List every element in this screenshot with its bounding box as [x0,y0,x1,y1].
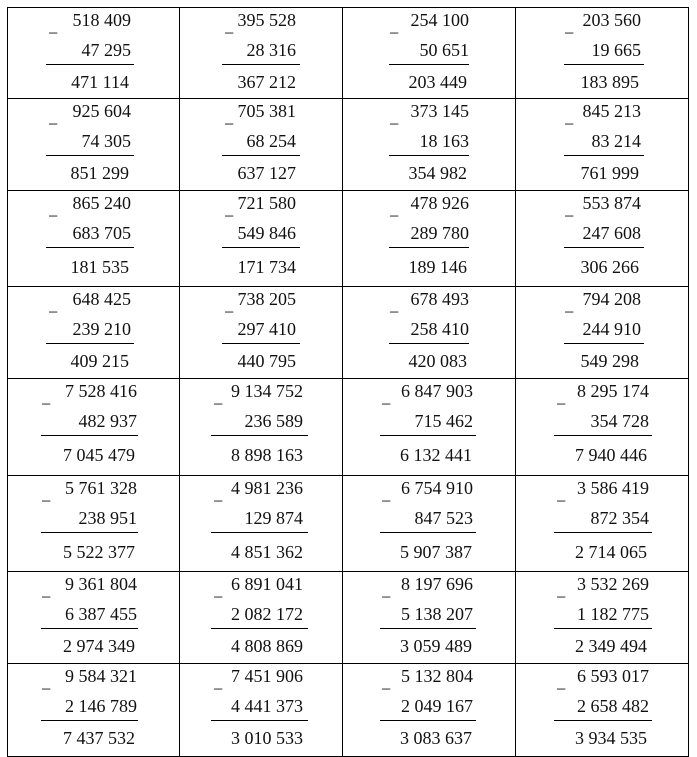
difference: 4 851 362 [231,542,303,562]
sum-line-divider [41,435,138,436]
subtraction-problem [516,8,688,98]
sum-line-divider [554,532,652,533]
subtraction-problem [343,379,515,475]
difference: 4 808 869 [231,636,303,656]
difference: 3 934 535 [575,728,647,748]
subtraction-problem [180,572,342,663]
minuend: 254 100 [410,10,469,30]
subtraction-problem-cell [8,287,180,379]
subtraction-problem-cell [516,379,689,476]
subtraction-problem-cell [180,287,343,379]
subtraction-problem [8,287,179,378]
minus-sign-icon: − [224,23,235,43]
sum-line-divider [380,435,476,436]
worksheet-row [8,191,689,287]
subtrahend: 129 874 [244,508,303,528]
difference: 189 146 [408,257,467,277]
subtraction-problem-cell [516,99,689,191]
difference: 306 266 [580,257,639,277]
subtraction-problem [516,476,688,571]
minuend: 4 981 236 [231,478,303,498]
subtrahend: 238 951 [78,508,137,528]
subtraction-problem-cell [343,476,516,572]
subtraction-problem [516,191,688,286]
subtrahend: 5 138 207 [401,604,473,624]
sum-line-divider [222,155,300,156]
difference: 7 437 532 [63,728,135,748]
minus-sign-icon: − [224,206,235,226]
difference: 8 898 163 [231,445,303,465]
minuend: 9 584 321 [65,666,137,686]
difference: 3 010 533 [231,728,303,748]
sum-line-divider [564,155,644,156]
subtrahend: 68 254 [246,131,296,151]
subtraction-problem-cell [180,664,343,757]
minus-sign-icon: − [213,679,224,699]
sum-line-divider [554,720,652,721]
minus-sign-icon: − [381,587,392,607]
difference: 3 083 637 [400,728,472,748]
subtrahend: 847 523 [414,508,473,528]
subtraction-problem [180,8,342,98]
subtrahend: 236 589 [244,411,303,431]
minuend: 8 295 174 [577,381,649,401]
subtrahend: 1 182 775 [577,604,649,624]
minuend: 373 145 [410,101,469,121]
subtrahend: 354 728 [590,411,649,431]
minuend: 7 451 906 [231,666,303,686]
minus-sign-icon: − [48,114,59,134]
subtrahend: 2 658 482 [577,696,649,716]
subtraction-problem [516,287,688,378]
difference: 6 132 441 [400,445,472,465]
subtraction-problem-cell [516,287,689,379]
subtraction-problem-cell [8,8,180,99]
subtraction-problem-cell [516,664,689,757]
minuend: 865 240 [72,193,131,213]
sum-line-divider [46,64,134,65]
sum-line-divider [222,343,300,344]
subtraction-problem-cell [343,664,516,757]
worksheet-row [8,572,689,664]
subtraction-worksheet-table [7,7,689,757]
difference: 181 535 [70,257,129,277]
subtraction-problem-cell [343,99,516,191]
minus-sign-icon: − [564,23,575,43]
minuend: 6 847 903 [401,381,473,401]
minuend: 738 205 [237,289,296,309]
difference: 637 127 [237,163,296,183]
subtrahend: 74 305 [81,131,131,151]
difference: 2 349 494 [575,636,647,656]
subtrahend: 18 163 [419,131,469,151]
subtraction-problem [343,476,515,571]
minuend: 478 926 [410,193,469,213]
sum-line-divider [46,343,134,344]
minuend: 678 493 [410,289,469,309]
subtrahend: 289 780 [410,223,469,243]
subtrahend: 872 354 [590,508,649,528]
difference: 3 059 489 [400,636,472,656]
minuend: 648 425 [72,289,131,309]
subtraction-problem [8,476,179,571]
difference: 440 795 [237,351,296,371]
difference: 7 045 479 [63,445,135,465]
minus-sign-icon: − [41,587,52,607]
subtraction-problem [343,287,515,378]
minuend: 9 134 752 [231,381,303,401]
minus-sign-icon: − [556,679,567,699]
minus-sign-icon: − [564,302,575,322]
difference: 471 114 [71,72,129,92]
subtraction-problem-cell [516,476,689,572]
minuend: 5 761 328 [65,478,137,498]
difference: 2 974 349 [63,636,135,656]
sum-line-divider [564,343,644,344]
subtraction-problem [8,99,179,190]
minus-sign-icon: − [389,206,400,226]
subtraction-problem-cell [516,8,689,99]
difference: 409 215 [70,351,129,371]
minus-sign-icon: − [213,587,224,607]
difference: 183 895 [580,72,639,92]
subtraction-problem-cell [180,476,343,572]
minus-sign-icon: − [41,394,52,414]
subtraction-problem [8,664,179,756]
minus-sign-icon: − [224,114,235,134]
difference: 7 940 446 [575,445,647,465]
minus-sign-icon: − [213,394,224,414]
minus-sign-icon: − [556,491,567,511]
subtraction-problem-cell [180,191,343,287]
sum-line-divider [222,64,300,65]
minuend: 395 528 [237,10,296,30]
subtraction-problem-cell [343,379,516,476]
minuend: 6 891 041 [231,574,303,594]
sum-line-divider [554,628,652,629]
subtraction-problem-cell [343,572,516,664]
minus-sign-icon: − [41,679,52,699]
minus-sign-icon: − [389,114,400,134]
minus-sign-icon: − [381,679,392,699]
minus-sign-icon: − [556,394,567,414]
subtraction-problem [8,8,179,98]
worksheet-row [8,379,689,476]
sum-line-divider [380,628,476,629]
subtraction-problem [180,476,342,571]
subtrahend: 715 462 [414,411,473,431]
subtraction-problem-cell [8,572,180,664]
subtrahend: 244 910 [582,319,641,339]
subtraction-problem [180,664,342,756]
subtraction-problem [180,287,342,378]
minus-sign-icon: − [48,23,59,43]
subtraction-problem [343,99,515,190]
subtraction-problem-cell [180,379,343,476]
sum-line-divider [564,64,644,65]
sum-line-divider [222,247,300,248]
difference: 203 449 [408,72,467,92]
sum-line-divider [211,720,308,721]
sum-line-divider [46,247,134,248]
worksheet-row [8,287,689,379]
subtrahend: 28 316 [246,40,296,60]
minus-sign-icon: − [389,23,400,43]
sum-line-divider [389,64,469,65]
worksheet-row [8,99,689,191]
difference: 367 212 [237,72,296,92]
minus-sign-icon: − [381,394,392,414]
subtraction-problem-cell [180,8,343,99]
subtrahend: 239 210 [72,319,131,339]
sum-line-divider [41,628,138,629]
difference: 2 714 065 [575,542,647,562]
worksheet-body [8,8,689,757]
sum-line-divider [41,532,138,533]
difference: 5 907 387 [400,542,472,562]
subtraction-problem [343,191,515,286]
sum-line-divider [389,155,469,156]
subtrahend: 258 410 [410,319,469,339]
minus-sign-icon: − [48,302,59,322]
subtraction-problem-cell [343,8,516,99]
difference: 171 734 [237,257,296,277]
subtraction-problem [516,99,688,190]
difference: 549 298 [580,351,639,371]
subtraction-problem-cell [8,664,180,757]
subtraction-problem [516,664,688,756]
minuend: 925 604 [72,101,131,121]
subtraction-problem [8,379,179,475]
subtrahend: 47 295 [81,40,131,60]
minuend: 705 381 [237,101,296,121]
subtrahend: 83 214 [591,131,641,151]
subtrahend: 6 387 455 [65,604,137,624]
subtrahend: 297 410 [237,319,296,339]
subtraction-problem [343,8,515,98]
minuend: 8 197 696 [401,574,473,594]
subtraction-problem [516,572,688,663]
subtraction-problem [8,191,179,286]
worksheet-row [8,8,689,99]
subtrahend: 4 441 373 [231,696,303,716]
minuend: 7 528 416 [65,381,137,401]
subtraction-problem-cell [180,99,343,191]
sum-line-divider [46,155,134,156]
sum-line-divider [380,532,476,533]
subtraction-problem-cell [343,287,516,379]
subtrahend: 549 846 [237,223,296,243]
subtraction-problem [180,191,342,286]
minus-sign-icon: − [224,302,235,322]
sum-line-divider [41,720,138,721]
difference: 354 982 [408,163,467,183]
subtraction-problem-cell [516,572,689,664]
subtraction-problem [180,99,342,190]
subtraction-problem [180,379,342,475]
sum-line-divider [211,532,308,533]
subtrahend: 482 937 [78,411,137,431]
minuend: 6 593 017 [577,666,649,686]
difference: 420 083 [408,351,467,371]
subtraction-problem [343,664,515,756]
minus-sign-icon: − [389,302,400,322]
minus-sign-icon: − [213,491,224,511]
subtraction-problem-cell [516,191,689,287]
subtrahend: 19 665 [591,40,641,60]
minuend: 553 874 [582,193,641,213]
subtraction-problem-cell [8,99,180,191]
minuend: 845 213 [582,101,641,121]
subtraction-problem [516,379,688,475]
subtrahend: 2 049 167 [401,696,473,716]
sum-line-divider [389,343,469,344]
worksheet-row [8,476,689,572]
subtraction-problem-cell [8,191,180,287]
minuend: 203 560 [582,10,641,30]
worksheet-row [8,664,689,757]
subtrahend: 2 082 172 [231,604,303,624]
minus-sign-icon: − [41,491,52,511]
minuend: 9 361 804 [65,574,137,594]
minuend: 5 132 804 [401,666,473,686]
difference: 851 299 [70,163,129,183]
difference: 761 999 [580,163,639,183]
minuend: 3 532 269 [577,574,649,594]
subtrahend: 50 651 [419,40,469,60]
minus-sign-icon: − [556,587,567,607]
sum-line-divider [389,247,469,248]
sum-line-divider [554,435,652,436]
sum-line-divider [564,247,644,248]
subtraction-problem-cell [8,379,180,476]
minuend: 794 208 [582,289,641,309]
minus-sign-icon: − [564,114,575,134]
subtraction-problem [343,572,515,663]
minuend: 518 409 [72,10,131,30]
subtraction-problem-cell [8,476,180,572]
sum-line-divider [380,720,476,721]
minus-sign-icon: − [381,491,392,511]
sum-line-divider [211,628,308,629]
difference: 5 522 377 [63,542,135,562]
subtraction-problem-cell [180,572,343,664]
sum-line-divider [211,435,308,436]
minuend: 3 586 419 [577,478,649,498]
minuend: 721 580 [237,193,296,213]
subtrahend: 2 146 789 [65,696,137,716]
subtraction-problem-cell [343,191,516,287]
minus-sign-icon: − [48,206,59,226]
subtraction-problem [8,572,179,663]
minus-sign-icon: − [564,206,575,226]
subtrahend: 683 705 [72,223,131,243]
minuend: 6 754 910 [401,478,473,498]
subtrahend: 247 608 [582,223,641,243]
